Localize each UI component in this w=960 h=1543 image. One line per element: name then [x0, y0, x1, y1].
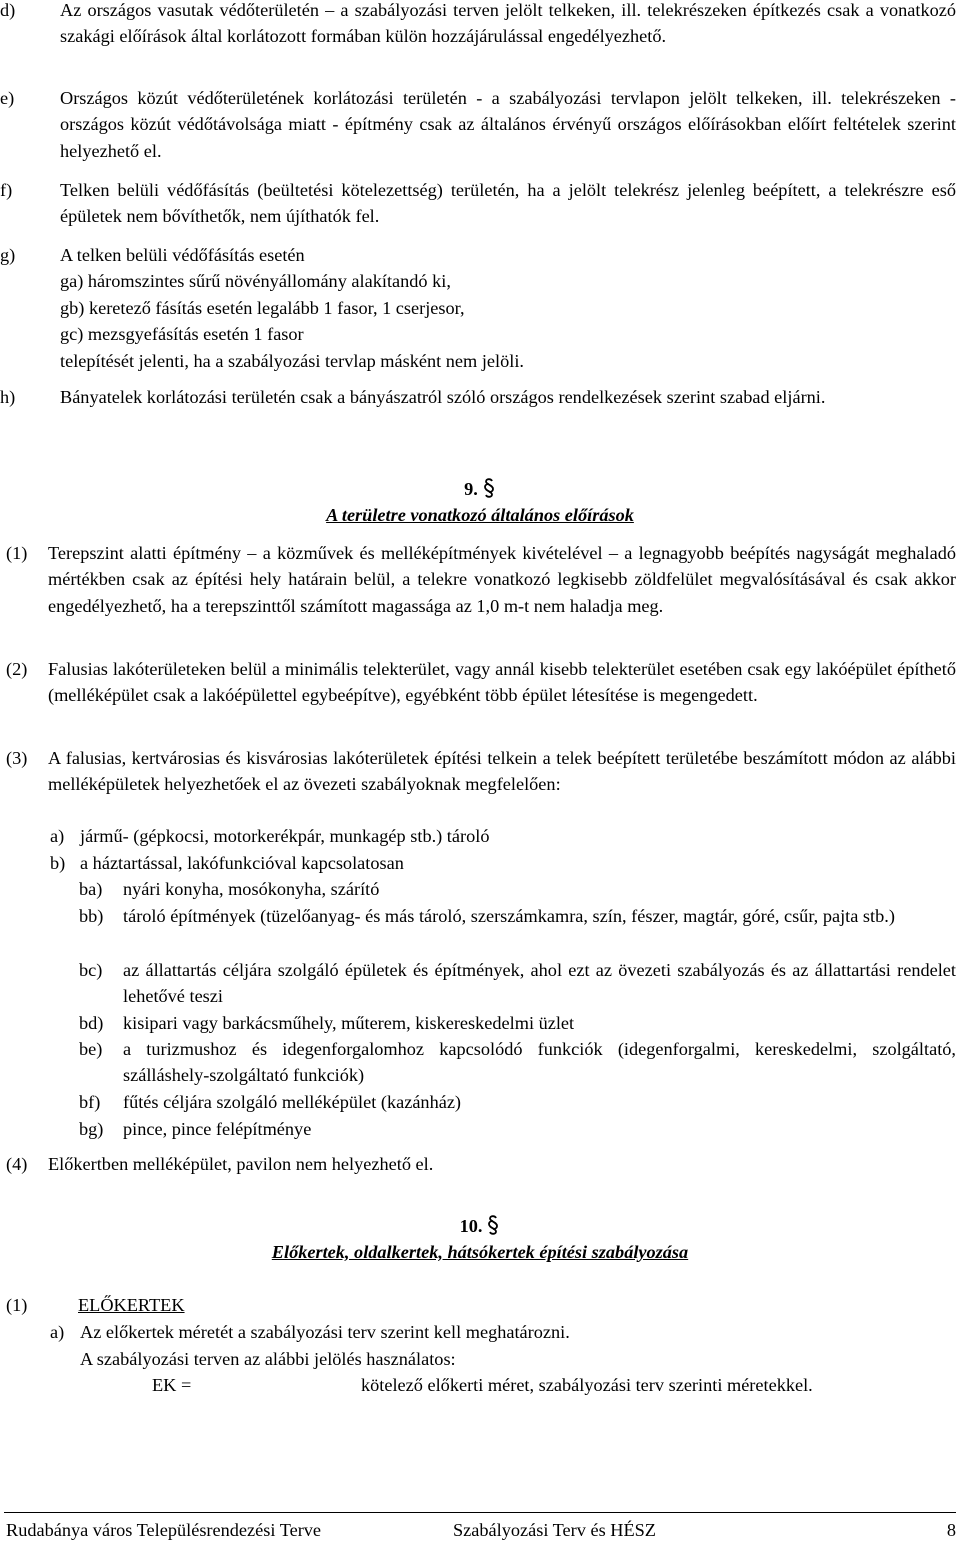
- list-item-h: [0, 384, 956, 410]
- item-label: bf): [79, 1092, 101, 1112]
- paragraph-3-item-bg: [79, 1116, 956, 1142]
- footer-left: Rudabánya város Településrendezési Terve: [6, 1520, 322, 1540]
- item-text: a háztartással, lakófunkcióval kapcsolatosan: [80, 853, 404, 873]
- list-item-e: [0, 85, 956, 164]
- item-text: Bányatelek korlátozási területén csak a bányászatról szóló országos rendelkezések szerint szabad eljárni.: [60, 387, 826, 407]
- footer-center: Szabályozási Terv és HÉSZ: [453, 1520, 656, 1540]
- item-line: gb) keretező fásítás esetén legalább 1 fasor, 1 cserjesor,: [60, 297, 465, 318]
- paragraph-3: [6, 745, 956, 798]
- paragraph-1: [6, 540, 956, 619]
- ek-code: EK =: [152, 1375, 192, 1395]
- item-text: A szabályozási terven az alábbi jelölés használatos:: [80, 1349, 456, 1369]
- item-label: f): [0, 180, 13, 200]
- item-text: pince, pince felépítménye: [123, 1119, 312, 1139]
- item-text: Országos közút védőterületének korlátozási területén - a szabályozási tervlapon jelölt telkeken, ill. telekrészeken - országos közút védőtávolsága miatt - építmény csak az általános érvényű országos előírásokban előírt feltételek szerint helyezhető el.: [60, 88, 956, 161]
- ek-description: kötelező előkerti méret, szabályozási terv szerinti méretekkel.: [361, 1375, 813, 1395]
- paragraph-2: [6, 656, 956, 709]
- item-label: h): [0, 387, 16, 407]
- item-label: bb): [79, 906, 104, 926]
- item-text: kisipari vagy barkácsműhely, műterem, kiskereskedelmi üzlet: [123, 1013, 575, 1033]
- item-line: telepítését jelenti, ha a szabályozási tervlap másként nem jelöli.: [60, 350, 524, 371]
- section-10-title: Előkertek, oldalkertek, hátsókertek építési szabályozása: [271, 1242, 689, 1262]
- item-text: tároló építmények (tüzelőanyag- és más tároló, szerszámkamra, szín, fészer, magtár, góré, csűr, pajta stb.): [123, 906, 895, 926]
- paragraph-4: [6, 1151, 956, 1177]
- item-text: a turizmushoz és idegenforgalomhoz kapcsolódó funkciók (idegenforgalmi, kereskedelmi, szolgáltató, szálláshely-szolgáltató funkciók): [123, 1039, 956, 1086]
- section-9-number: [0, 476, 960, 502]
- item-label: d): [0, 0, 16, 20]
- paragraph-3-item-bf: [79, 1089, 956, 1115]
- paragraph-label: (1): [6, 543, 28, 563]
- item-text: nyári konyha, mosókonyha, szárító: [123, 879, 380, 899]
- item-label: g): [0, 245, 16, 265]
- list-item-f: [0, 177, 956, 230]
- item-text: Telken belüli védőfásítás (beültetési kötelezettség) területén, ha a jelölt telekrész jelenleg beépített, a telekrészre eső épületek nem bővíthetők, nem újíthatók fel.: [60, 180, 956, 227]
- item-label: bc): [79, 960, 103, 980]
- section-number-text: 9.: [464, 479, 478, 499]
- item-line: ga) háromszintes sűrű növényállomány alakítandó ki,: [60, 271, 451, 292]
- item-label: be): [79, 1039, 103, 1059]
- item-label: a): [50, 826, 65, 846]
- section-sign-icon: [482, 477, 496, 499]
- page-number: 8: [946, 1520, 956, 1540]
- paragraph-3-item-ba: [79, 876, 956, 902]
- paragraph-3-item-bd: [79, 1010, 956, 1036]
- paragraph-label: (1): [6, 1295, 28, 1315]
- elokertek-heading: ELŐKERTEK: [78, 1295, 185, 1315]
- item-line: gc) mezsgyefásítás esetén 1 fasor: [60, 324, 304, 345]
- item-text: Az országos vasutak védőterületén – a szabályozási terven jelölt telkeken, ill. telekrészeken építkezés csak a vonatkozó szakági előírások által korlátozott formában külön hozzájárulással engedélyezhető.: [60, 0, 956, 47]
- list-item-g: [0, 242, 956, 374]
- section-10-number: [0, 1213, 960, 1239]
- item-label: bd): [79, 1013, 104, 1033]
- section-9-title: A területre vonatkozó általános előírások: [326, 505, 634, 525]
- paragraph-3-item-bb: [79, 903, 956, 929]
- item-text: fűtés céljára szolgáló melléképület (kazánház): [123, 1092, 462, 1112]
- item-text: jármű- (gépkocsi, motorkerékpár, munkagép stb.) tároló: [80, 826, 490, 846]
- section-sign-icon: [486, 1214, 500, 1236]
- paragraph-3-item-b: [50, 850, 956, 876]
- paragraph-text: A falusias, kertvárosias és kisvárosias lakóterületek építési telkein a telek beépített területébe beszámított módon az alábbi melléképületek helyezhetőek el az övezeti szabályoknak megfelelően:: [48, 748, 956, 795]
- item-label: a): [50, 1322, 65, 1342]
- paragraph-3-item-a: [50, 823, 956, 849]
- paragraph-3-item-bc: [79, 957, 956, 1010]
- section-number-text: 10.: [459, 1216, 483, 1236]
- paragraph-3-item-be: [79, 1036, 956, 1089]
- item-label: ba): [79, 879, 103, 899]
- paragraph-label: (2): [6, 659, 28, 679]
- item-text: az állattartás céljára szolgáló épületek és építmények, ahol ezt az övezeti szabályozás és az állattartási rendelet lehetővé teszi: [123, 960, 956, 1007]
- item-label: bg): [79, 1119, 104, 1139]
- item-line: A telken belüli védőfásítás esetén: [60, 245, 305, 265]
- paragraph-text: Falusias lakóterületeken belül a minimális telekterület, vagy annál kisebb telekterület esetében csak egy lakóépület építhető (melléképület csak a lakóépülettel egybeépítve), egyébként több épület létesítése is megengedett.: [48, 659, 956, 706]
- paragraph-text: Előkertben melléképület, pavilon nem helyezhető el.: [48, 1154, 434, 1174]
- list-item-d: [0, 0, 956, 50]
- paragraph-label: (4): [6, 1154, 28, 1174]
- item-label: b): [50, 853, 66, 873]
- item-label: e): [0, 88, 15, 108]
- footer-divider: [4, 1512, 956, 1513]
- paragraph-label: (3): [6, 748, 28, 768]
- item-text: Az előkertek méretét a szabályozási terv szerint kell meghatározni.: [80, 1322, 570, 1342]
- paragraph-text: Terepszint alatti építmény – a közművek és melléképítmények kivételével – a legnagyobb beépítés nagyságát meghaladó mértékben csak az építési hely határain belül, a telekre vonatkozó legkisebb zöldfelület megvalósításával és csak akkor engedélyezhető, ha a terepszinttől számított magassága az 1,0 m-t nem haladja meg.: [48, 543, 956, 616]
